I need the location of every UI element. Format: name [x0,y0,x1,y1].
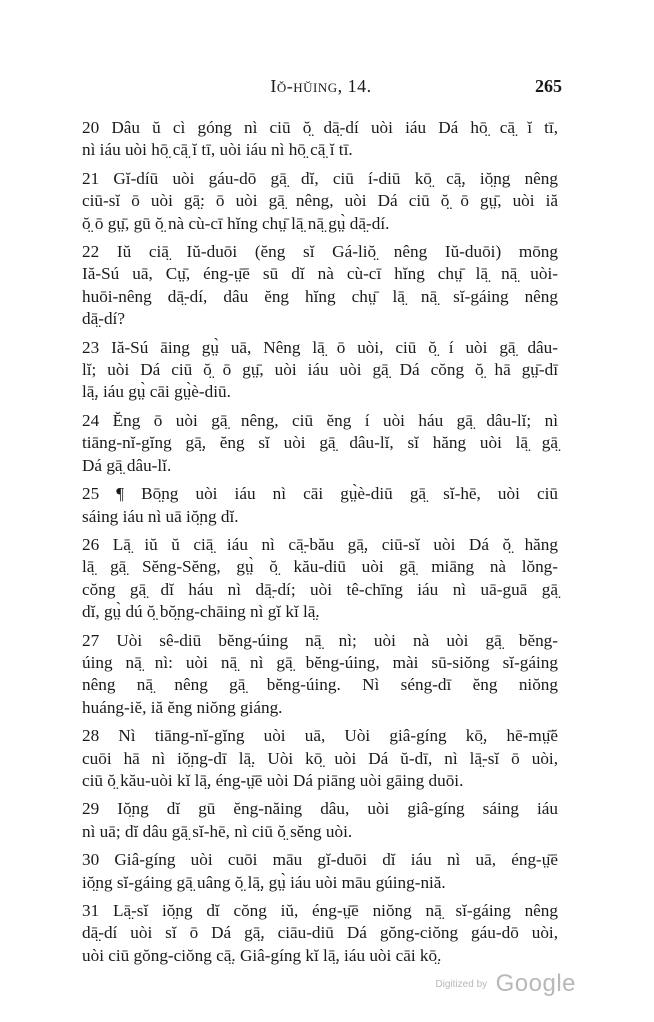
verse-line: iŏ̤ng sĭ-gáing gā̤ uâng ŏ̤ lā̤, gṳ̀ iáu uòi māu gúing-niă. [82,872,446,892]
verse-line: uòi ciū gŏng-ciŏng cā̤. Giâ-gíng kĭ lā̤, iáu uòi cāi kō̤. [82,945,442,965]
verse-paragraph [82,241,558,331]
verse-line: Dá gā̤ dâu-lĭ. [82,455,172,475]
verse-line: huáng-iĕ, iă ĕng niŏng giáng. [82,697,283,717]
verse-line: sáing iáu nì uā iŏ̤ng dĭ. [82,506,239,526]
verse-line: 31 Lā̤-sĭ iŏ̤ng dĭ cŏng iŭ, éng-ṳ̄ē niŏng nā̤ sĭ-gáing nêng [82,901,558,920]
verse-paragraph [82,849,558,894]
verse-paragraph [82,410,558,477]
verse-line: 29 Iŏ̤ng dĭ gū ĕng-năing dâu, uòi giâ-gíng sáing iáu [82,799,558,819]
verse-line: lĭ; uòi Dá ciū ŏ̤ ō gṳ̄, uòi iáu uòi gā̤ Dá cŏng ŏ̤ hā gṳ̄-dī [82,360,558,380]
verse-paragraph [82,337,558,404]
verse-paragraph [82,117,558,162]
verse-line: cuōi hā nì iŏ̤ng-dī lā̤. Uòi kō̤ uòi Dá ŭ-dī, nì lā̤-sĭ ō uòi, [82,748,558,768]
verse-line: 26 Lā̤ iŭ ŭ ciā̤ iáu nì cā̤-bău gā̤, ciū-sĭ uòi Dá ŏ̤ hăng [82,534,558,554]
verse-line: tiāng-nĭ-gĭng gā̤, ĕng sĭ uòi gā̤ dâu-lĭ, sĭ hăng uòi lā̤ gā̤ [82,433,558,453]
verse-line: nì uā; dĭ dâu gā̤ sĭ-hē, nì ciū ŏ̤ sĕng uòi. [82,821,353,841]
running-title: Iŏ-hŭing, 14. [270,76,372,96]
verse-line: 27 Uòi sê-diū bĕng-úing nā̤ nì; uòi nà uòi gā̤ bĕng- [82,630,558,650]
verse-line: dĭ, gṳ̀ dú ŏ̤ bŏ̤ng-chāing nì gĭ kĭ lā̤. [82,602,320,622]
verse-line: Iă-Sú uā, Cṳ̄, éng-ṳ̄ē sū dĭ nà cù-cī hĭng chṳ̄ lā̤ nā̤ uòi- [82,264,558,284]
verse-paragraph [82,798,558,843]
verse-line: 21 Gĭ-díū uòi gáu-dō gā̤ dĭ, ciū í-diū kō̤ cā̤, iŏ̤ng nêng [82,168,558,188]
verse-line: ciū ŏ̤ kău-uòi kĭ lā̤, éng-ṳ̄ē uòi Dá piāng uòi gāing duōi. [82,770,464,790]
verse-line: lā̤ gā̤ Sĕng-Sĕng, gṳ̀ ŏ̤ kău-diū uòi gā̤ miāng nà lŏng- [82,557,558,577]
watermark-prefix: Digitized by [435,978,488,990]
verse-line: lā̤, iáu gṳ̀ cāi gṳ̀è-diū. [82,382,231,402]
running-head [80,76,562,102]
verse-line: 22 Iŭ ciā̤ Iŭ-duōi (ĕng sĭ Gá-liŏ̤ nêng Iŭ-duōi) mōng [82,242,558,262]
verse-line: dā̤-dí uòi sĭ ō Dá gā̤, ciāu-diū Dá gŏng-ciŏng gáu-dō uòi, [82,923,558,943]
verse-line: nêng nā̤ nêng gā̤ bĕng-úing. Nì séng-dī ĕng niŏng [82,675,558,695]
verse-line: 20 Dâu ŭ cì góng nì ciū ŏ̤ dā̤-dí uòi iáu Dá hō̤ cā̤ ĭ tī, [82,118,558,137]
verse-paragraph [82,630,558,720]
body-text [82,117,558,973]
verse-line: 23 Iă-Sú āing gṳ̀ uā, Nêng lā̤ ō uòi, ciū ŏ̤ í uòi gā̤ dâu- [82,337,558,357]
verse-line: nì iáu uòi hō̤ cā̤ ĭ tī, uòi iáu nì hō̤ cā̤ ĭ tī. [82,140,353,160]
verse-line: 25 ¶ Bō̤ng uòi iáu nì cāi gṳ̀è-diū gā̤ sĭ-hē, uòi ciū [82,484,558,504]
digitized-watermark [435,970,576,998]
verse-paragraph [82,483,558,528]
page-number: 265 [535,76,562,96]
verse-paragraph [82,900,558,967]
verse-line: úing nā̤ nì: uòi nā̤ nì gā̤ bĕng-úing, mài sū-siŏng sĭ-gáing [82,652,558,672]
verse-paragraph [82,534,558,624]
verse-line: 28 Nì tiāng-nĭ-gĭng uòi uā, Uòi giâ-gíng kō̤, hē-mṳ̄ĕ [82,726,558,746]
verse-line: 24 Ĕng ō uòi gā̤ nêng, ciū ĕng í uòi háu gā̤ dâu-lĭ; nì [82,410,558,430]
verse-line: huōi-nêng dā̤-dí, dâu ĕng hĭng chṳ̄ lā̤ nā̤ sĭ-gáing nêng [82,286,558,306]
verse-line: dā̤-dí? [82,309,125,329]
verse-paragraph [82,168,558,235]
verse-line: cŏng gā̤ dĭ háu nì dā̤-dí; uòi tê-chīng iáu nì uā-guā gā̤ [82,579,558,599]
verse-line: ŏ̤ ō gṳ̄, gū ŏ̤ nà cù-cī hĭng chṳ̄ lā̤ nā̤ gṳ̀ dā̤-dí. [82,213,390,233]
verse-paragraph [82,725,558,792]
verse-line: 30 Giâ-gíng uòi cuōi māu gĭ-duōi dĭ iáu nì uā, éng-ṳ̄ē [82,850,558,870]
watermark-brand: Google [495,970,576,997]
verse-line: ciū-sĭ ō uòi gā̤: ō uòi gā̤ nêng, uòi Dá ciū ŏ̤ ō gṳ̄, uòi iă [82,191,558,211]
